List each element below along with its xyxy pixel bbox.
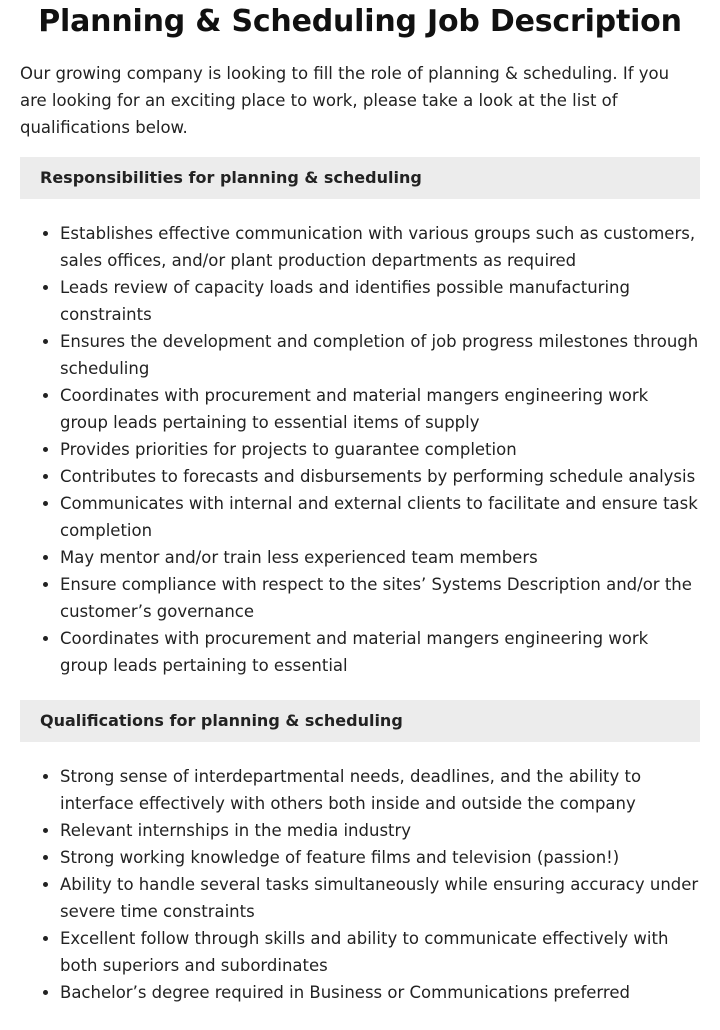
list-item: • Establishes effective communication with various groups such as customers, sales offices, and/or plant production departments as required (60, 220, 700, 274)
qualifications-heading: Qualifications for planning & scheduling (20, 700, 700, 742)
list-item: • Contributes to forecasts and disbursements by performing schedule analysis (60, 463, 700, 490)
list-item: • Coordinates with procurement and material mangers engineering work group leads pertaining to essential items of supply (60, 382, 700, 436)
list-item: • Strong sense of interdepartmental needs, deadlines, and the ability to interface effectively with others both inside and outside the company (60, 763, 700, 817)
page-title: Planning & Scheduling Job Description (38, 4, 682, 39)
list-item: • Ensures the development and completion of job progress milestones through scheduling (60, 328, 700, 382)
list-item: • Strong working knowledge of feature films and television (passion!) (60, 844, 700, 871)
qualifications-list (20, 763, 700, 1006)
list-item: • Provides priorities for projects to guarantee completion (60, 436, 700, 463)
list-item: • Leads review of capacity loads and identifies possible manufacturing constraints (60, 274, 700, 328)
list-item: • Coordinates with procurement and material mangers engineering work group leads pertaining to essential (60, 625, 700, 679)
list-item: • Relevant internships in the media industry (60, 817, 700, 844)
list-item: • May mentor and/or train less experienced team members (60, 544, 700, 571)
responsibilities-list (20, 220, 700, 679)
intro-paragraph: Our growing company is looking to fill the role of planning & scheduling. If you are looking for an exciting place to work, please take a look at the list of qualifications below. (20, 64, 670, 137)
responsibilities-heading: Responsibilities for planning & scheduling (20, 157, 700, 199)
list-item: • Excellent follow through skills and ability to communicate effectively with both superiors and subordinates (60, 925, 700, 979)
list-item: • Ability to handle several tasks simultaneously while ensuring accuracy under severe time constraints (60, 871, 700, 925)
list-item: • Communicates with internal and external clients to facilitate and ensure task completion (60, 490, 700, 544)
list-item: • Ensure compliance with respect to the sites’ Systems Description and/or the customer’s governance (60, 571, 700, 625)
list-item: • Bachelor’s degree required in Business or Communications preferred (60, 979, 700, 1006)
